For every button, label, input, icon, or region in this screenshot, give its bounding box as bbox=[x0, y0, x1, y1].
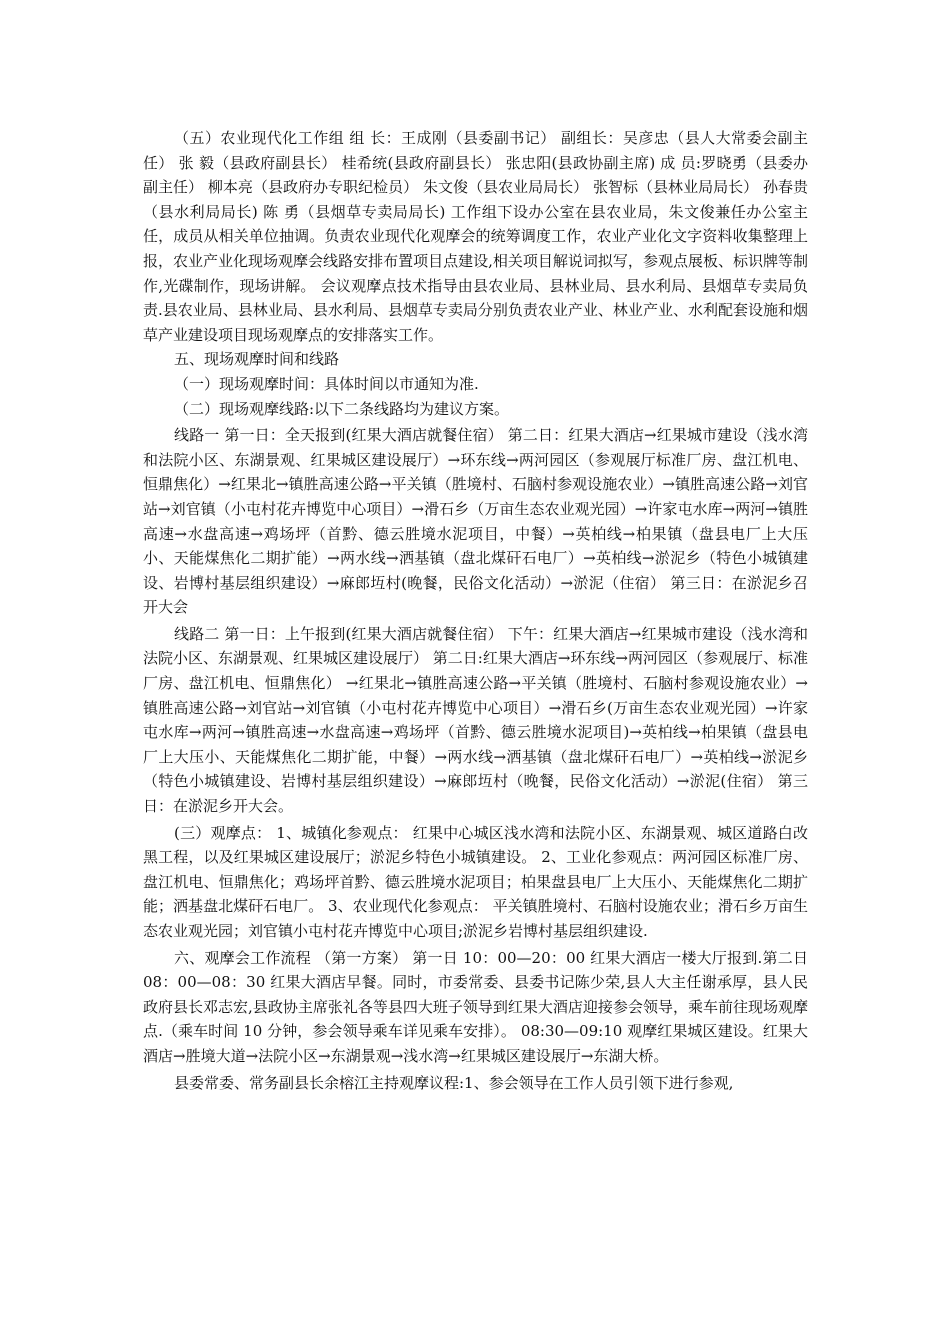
document-body bbox=[143, 126, 808, 1095]
paragraph-route-one: 线路一 第一日：全天报到(红果大酒店就餐住宿） 第二日：红果大酒店→红果城市建设（浅水湾和法院小区、东湖景观、红果城区建设展厅）→环东线→两河园区（参观展厅标准厂房、盘江机电、恒鼎焦化）→红果北→镇胜高速公路→平关镇（胜境村、石脑村参观设施农业）→镇胜高速公路→刘官站→刘官镇（小屯村花卉博览中心项目）→滑石乡（万亩生态农业观光园）→许家屯水库→两河→镇胜高速→水盘高速→鸡场坪（首黔、德云胜境水泥项目，中餐）→英柏线→柏果镇（盘县电厂上大压小、天能煤焦化二期扩能）→两水线→洒基镇（盘北煤矸石电厂）→英柏线→淤泥乡（特色小城镇建设、岩博村基层组织建设）→麻郎坘村(晚餐，民俗文化活动）→淤泥（住宿） 第三日：在淤泥乡召开大会 bbox=[143, 426, 808, 617]
paragraph-agenda-host: 县委常委、常务副县长余榕江主持观摩议程:1、参会领导在工作人员引领下进行参观, bbox=[174, 1073, 734, 1092]
paragraph-observation-time: （一）现场观摩时间：具体时间以市通知为准. bbox=[174, 374, 479, 393]
paragraph-observation-points: (三）观摩点： 1、城镇化参观点： 红果中心城区浅水湾和法院小区、东湖景观、城区道路白改黑工程，以及红果城区建设展厅；淤泥乡特色小城镇建设。 2、工业化参观点：两河园区标准厂房、盘江机电、恒鼎焦化；鸡场坪首黔、德云胜境水泥项目；柏果盘县电厂上大压小、天能煤焦化二期扩能；洒基盘北煤矸石电厂。 3、农业现代化参观点： 平关镇胜境村、石脑村设施农业；滑石乡万亩生态农业观光园；刘官镇小屯村花卉博览中心项目;淤泥乡岩博村基层组织建设. bbox=[143, 823, 808, 940]
paragraph-workflow: 六、观摩会工作流程 （第一方案） 第一日 10：00—20：00 红果大酒店一楼大厅报到.第二日 08：00—08：30 红果大酒店早餐。同时，市委常委、县委书记陈少荣,县人大主任谢承厚，县人民政府县长邓志宏,县政协主席张礼各等县四大班子领导到红果大酒店迎接参会领导，乘车前往现场观摩点.（乘车时间 10 分钟，参会领导乘车详见乘车安排）。 08:30—09:10 观摩红果城区建设。红果大酒店→胜境大道→法院小区→东湖景观→浅水湾→红果城区建设展厅→东湖大桥。 bbox=[143, 948, 808, 1065]
paragraph-observation-routes: （二）现场观摩线路:以下二条线路均为建议方案。 bbox=[174, 399, 510, 418]
paragraph-agriculture-working-group: （五）农业现代化工作组 组 长：王成刚（县委副书记） 副组长：吴彦忠（县人大常委会副主任） 张 毅（县政府副县长） 桂希统(县政府副县长） 张忠阳(县政协副主席) 成 员:罗晓勇（县委办副主任） 柳本亮（县政府办专职纪检员） 朱文俊（县农业局局长） 张智标（县林业局局长） 孙春贵（县水利局局长) 陈 勇（县烟草专卖局局长) 工作组下设办公室在县农业局，朱文俊兼任办公室主任，成员从相关单位抽调。负责农业现代化观摩会的统筹调度工作，农业产业化文字资料收集整理上报，农业产业化现场观摩会线路安排布置项目点建设,相关项目解说词拟写，参观点展板、标识牌等制作,光碟制作，现场讲解。 会议观摩点技术指导由县农业局、县林业局、县水利局、县烟草专卖局负责.县农业局、县林业局、县水利局、县烟草专卖局分别负责农业产业、林业产业、水利配套设施和烟草产业建设项目现场观摩点的安排落实工作。 bbox=[143, 129, 808, 344]
heading-section-five: 五、现场观摩时间和线路 bbox=[174, 350, 340, 369]
paragraph-route-two: 线路二 第一日：上午报到(红果大酒店就餐住宿） 下午：红果大酒店→红果城市建设（浅水湾和法院小区、东湖景观、红果城区建设展厅） 第二日:红果大酒店→环东线→两河园区（参观展厅、标准厂房、盘江机电、恒鼎焦化） →红果北→镇胜高速公路→平关镇（胜境村、石脑村参观设施农业）→镇胜高速公路→刘官站→刘官镇（小屯村花卉博览中心项目）→滑石乡(万亩生态农业观光园）→许家屯水库→两河→镇胜高速→水盘高速→鸡场坪（首黔、德云胜境水泥项目)→英柏线→柏果镇（盘县电厂上大压小、天能煤焦化二期扩能，中餐）→两水线→洒基镇（盘北煤矸石电厂）→英柏线→淤泥乡（特色小城镇建设、岩博村基层组织建设）→麻郎坘村（晚餐，民俗文化活动）→淤泥(住宿） 第三日：在淤泥乡开大会。 bbox=[143, 624, 808, 816]
